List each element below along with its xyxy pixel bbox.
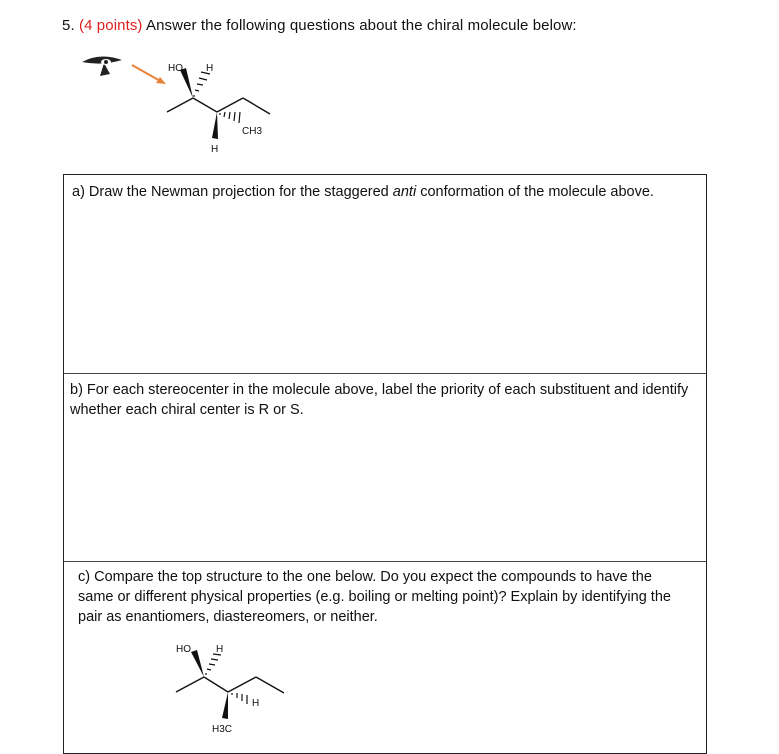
label-h-right: H: [252, 698, 260, 709]
hash-bond-h-top-bottom: [205, 654, 221, 674]
top-molecule-diagram: [80, 52, 300, 162]
part-b-prompt: b) For each stereocenter in the molecule above, label the priority of each substituent and identify whether each chiral center is R or S.: [70, 382, 689, 418]
label-ch3: CH3: [242, 126, 263, 137]
top-molecule-skeleton: [167, 98, 270, 114]
part-a-prompt: a) Draw the Newman projection for the staggered anti conformation of the molecule above.: [72, 184, 654, 200]
label-h-bottom: H: [211, 144, 219, 155]
divider-a-b: [64, 373, 706, 374]
label-ho: HO: [168, 63, 183, 74]
part-a-emphasis: anti: [392, 184, 417, 200]
viewing-arrow: [132, 65, 166, 84]
hash-bond-h-right: [232, 693, 247, 704]
part-c-prompt: c) Compare the top structure to the one below. Do you expect the compounds to have the same or different physical properties (e.g. boiling or melting point)? Explain by identifying the pair as enantiomers, diastereomers, or neither.: [78, 569, 671, 625]
bottom-molecule-diagram: [164, 640, 314, 735]
wedge-bond-h3c: [222, 692, 228, 719]
question-title: [62, 17, 577, 34]
question-number: 5.: [62, 17, 75, 34]
bottom-molecule-skeleton: [176, 677, 284, 693]
label-h-top-bottom: H: [216, 644, 224, 655]
label-h3c: H3C: [212, 724, 233, 735]
label-ho-bottom: HO: [176, 644, 191, 655]
hash-bond-ch3: [220, 112, 240, 123]
wedge-bond-h-bottom: [212, 112, 218, 139]
label-h-top: H: [206, 63, 214, 74]
question-points: (4 points): [79, 17, 143, 34]
divider-b-c: [64, 561, 706, 562]
answer-box: [63, 174, 707, 754]
hash-bond-h-top: [193, 72, 210, 96]
wedge-bond-ho-bottom: [191, 650, 204, 677]
eye-icon: [82, 56, 122, 76]
question-prompt: Answer the following questions about the chiral molecule below:: [145, 17, 577, 34]
